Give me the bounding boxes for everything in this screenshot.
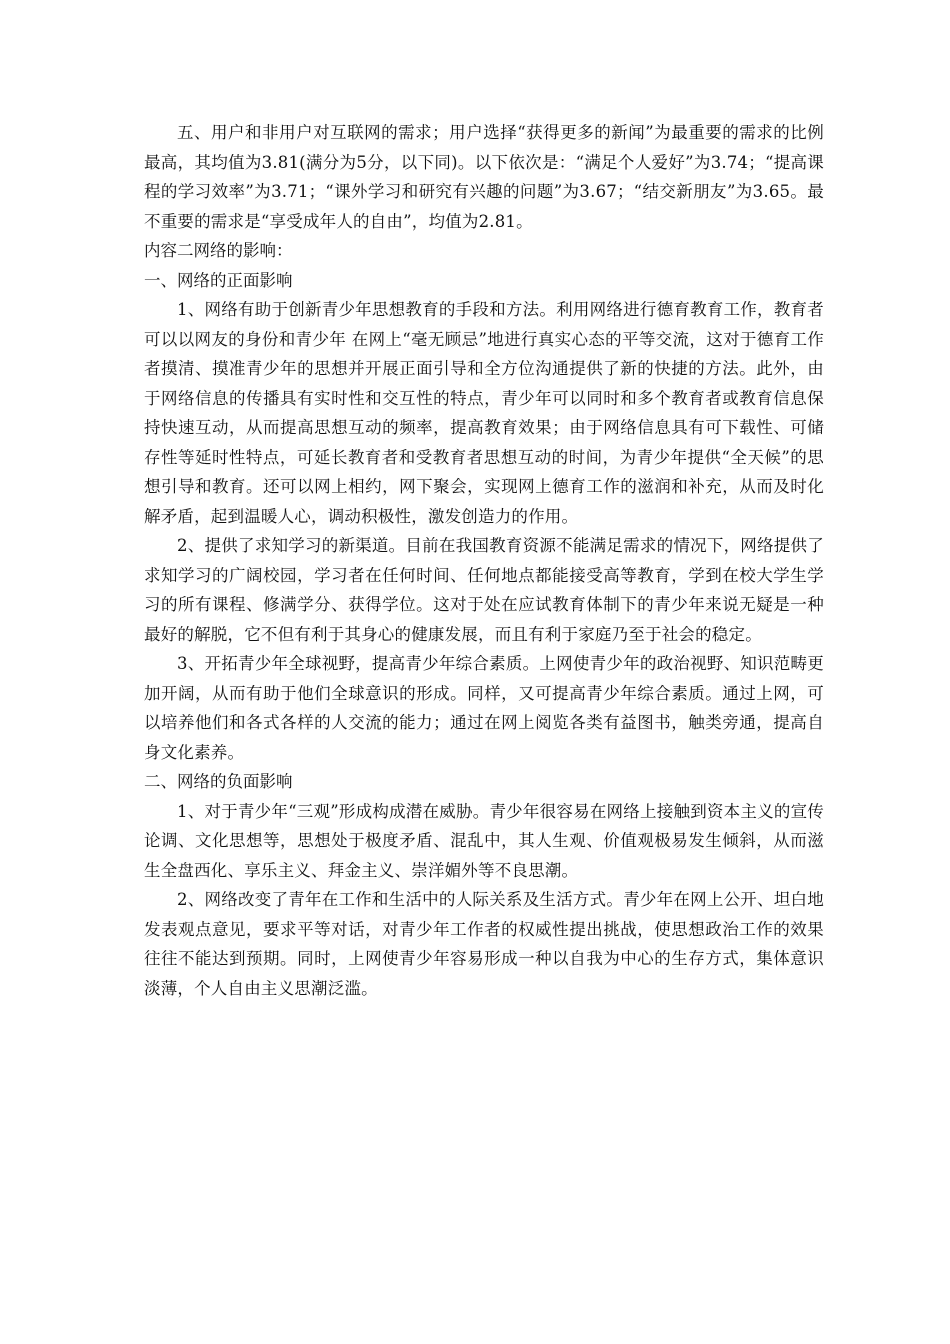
document-page <box>144 118 824 1003</box>
paragraph-negative-2: 2、网络改变了青年在工作和生活中的人际关系及生活方式。青少年在网上公开、坦白地发表观点意见，要求平等对话，对青少年工作者的权威性提出挑战，使思想政治工作的效果往往不能达到预期。同时，上网使青少年容易形成一种以自我为中心的生存方式，集体意识淡薄，个人自由主义思潮泛滥。 <box>144 890 824 998</box>
paragraph-positive-3: 3、开拓青少年全球视野，提高青少年综合素质。上网使青少年的政治视野、知识范畴更加开阔，从而有助于他们全球意识的形成。同样，又可提高青少年综合素质。通过上网，可以培养他们和各式各样的人交流的能力；通过在网上阅览各类有益图书，触类旁通，提高自身文化素养。 <box>144 654 824 762</box>
heading-positive-impact: 一、网络的正面影响 <box>144 270 293 290</box>
paragraph-positive-2: 2、提供了求知学习的新渠道。目前在我国教育资源不能满足需求的情况下，网络提供了求知学习的广阔校园，学习者在任何时间、任何地点都能接受高等教育，学到在校大学生学习的所有课程、修满学分、获得学位。这对于处在应试教育体制下的青少年来说无疑是一种最好的解脱，它不但有利于其身心的健康发展，而且有利于家庭乃至于社会的稳定。 <box>144 536 824 644</box>
heading-negative-impact: 二、网络的负面影响 <box>144 772 293 791</box>
section-title-impact: 内容二网络的影响： <box>144 241 293 260</box>
paragraph-positive-1: 1、网络有助于创新青少年思想教育的手段和方法。利用网络进行德育教育工作，教育者可以以网友的身份和青少年 在网上“毫无顾忌”地进行真实心态的平等交流，这对于德育工作者摸清、摸准青少年的思想并开展正面引导和全方位沟通提供了新的快捷的方法。此外，由于网络信息的传播具有实时性和交互性的特点，青少年可以同时和多个教育者或教育信息保持快速互动，从而提高思想互动的频率，提高教育效果；由于网络信息具有可下载性、可储存性等延时性特点，可延长教育者和受教育者思想互动的时间，为青少年提供“全天候”的思想引导和教育。还可以网上相约，网下聚会，实现网上德育工作的滋润和补充，从而及时化解矛盾，起到温暖人心，调动积极性，激发创造力的作用。 <box>144 300 824 526</box>
paragraph-negative-1: 1、对于青少年“三观”形成构成潜在威胁。青少年很容易在网络上接触到资本主义的宣传论调、文化思想等，思想处于极度矛盾、混乱中，其人生观、价值观极易发生倾斜，从而滋生全盘西化、享乐主义、拜金主义、崇洋媚外等不良思潮。 <box>144 801 824 880</box>
paragraph-user-needs: 五、用户和非用户对互联网的需求；用户选择“获得更多的新闻”为最重要的需求的比例最高，其均值为3.81(满分为5分，以下同)。以下依次是：“满足个人爱好”为3.74；“提高课程的学习效率”为3.71；“课外学习和研究有兴趣的问题”为3.67；“结交新朋友”为3.65。最不重要的需求是“享受成年人的自由”，均值为2.81。 <box>144 123 824 231</box>
